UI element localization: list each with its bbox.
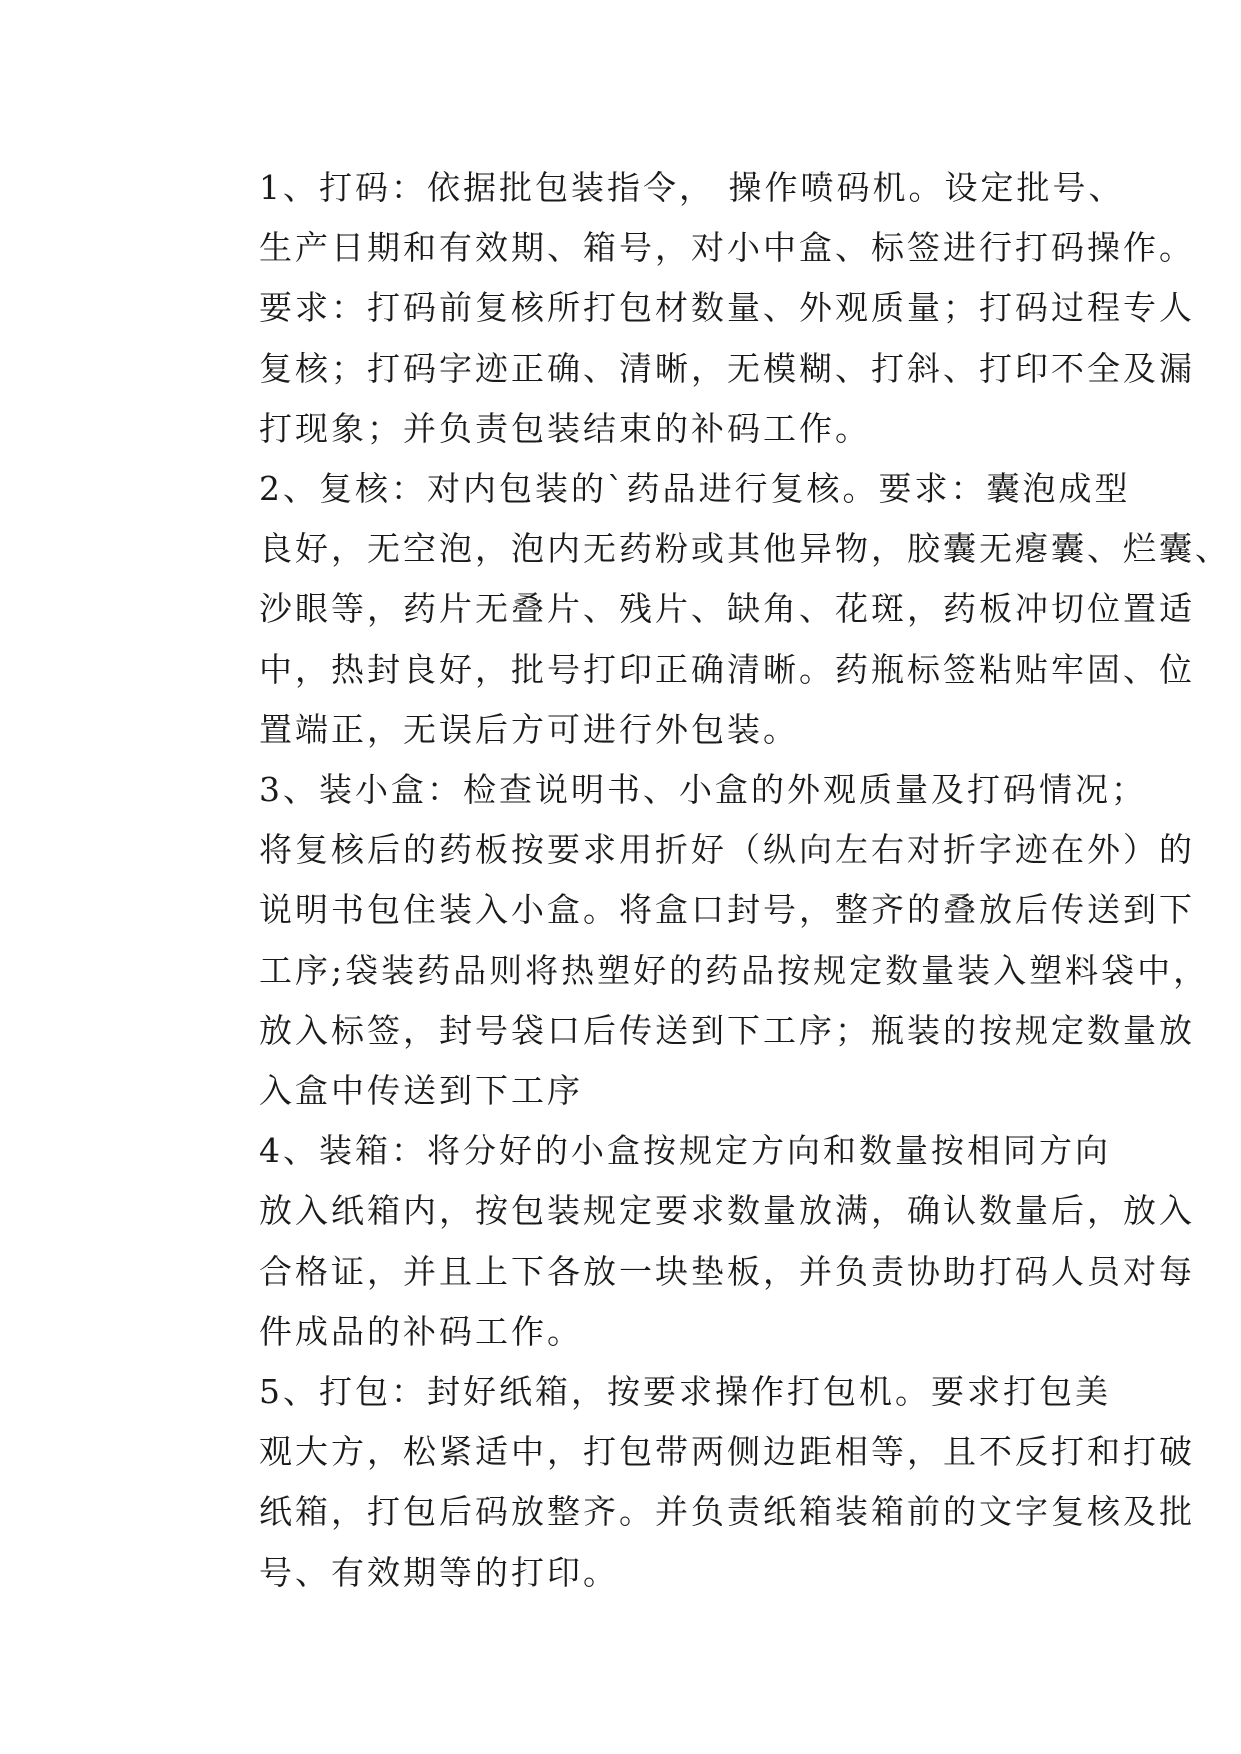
text-line: 号、有效期等的打印。 [259, 1552, 619, 1592]
paragraph-2-review [193, 459, 1231, 760]
text-line: 3、装小盒：检查说明书、小盒的外观质量及打码情况； [259, 770, 1147, 810]
text-line: 纸箱，打包后码放整齐。并负责纸箱装箱前的文字复核及批 [259, 1492, 1195, 1532]
text-line: 良好，无空泡，泡内无药粉或其他异物，胶囊无瘪囊、烂囊、 [259, 529, 1231, 569]
text-line: 合格证，并且上下各放一块垫板，并负责协助打码人员对每 [259, 1251, 1195, 1291]
text-line: 5、打包：封好纸箱，按要求操作打包机。要求打包美 [259, 1372, 1111, 1412]
text-line: 2、复核：对内包装的`药品进行复核。要求：囊泡成型 [259, 469, 1131, 509]
text-line: 打现象；并负责包装结束的补码工作。 [259, 408, 871, 448]
text-line: 4、装箱：将分好的小盒按规定方向和数量按相同方向 [259, 1131, 1111, 1171]
text-line: 1、打码：依据批包装指令， 操作喷码机。设定批号、 [259, 168, 1125, 207]
text-line: 生产日期和有效期、箱号，对小中盒、标签进行打码操作。 [259, 228, 1195, 268]
text-line: 沙眼等，药片无叠片、残片、缺角、花斑，药板冲切位置适 [259, 589, 1195, 629]
paragraph-4-boxing [193, 1121, 1195, 1362]
text-line: 中，热封良好，批号打印正确清晰。药瓶标签粘贴牢固、位 [259, 649, 1195, 689]
document-page [193, 158, 1231, 1603]
text-line: 说明书包住装入小盒。将盒口封号，整齐的叠放后传送到下 [259, 890, 1195, 930]
paragraph-3-small-box [193, 760, 1210, 1121]
text-line: 件成品的补码工作。 [259, 1311, 583, 1351]
paragraph-5-packing [193, 1362, 1195, 1603]
text-line: 放入标签，封号袋口后传送到下工序；瓶装的按规定数量放 [259, 1010, 1195, 1050]
text-line: 入盒中传送到下工序 [259, 1071, 583, 1111]
text-line: 放入纸箱内，按包装规定要求数量放满，确认数量后，放入 [259, 1191, 1195, 1231]
paragraph-1-printing [193, 158, 1195, 459]
text-line: 要求：打码前复核所打包材数量、外观质量；打码过程专人 [259, 288, 1195, 328]
text-line: 将复核后的药板按要求用折好（纵向左右对折字迹在外）的 [259, 830, 1195, 870]
text-line: 工序;袋装药品则将热塑好的药品按规定数量装入塑料袋中， [259, 950, 1210, 990]
text-line: 观大方，松紧适中，打包带两侧边距相等，且不反打和打破 [259, 1432, 1195, 1472]
text-line: 复核；打码字迹正确、清晰，无模糊、打斜、打印不全及漏 [259, 348, 1195, 388]
text-line: 置端正，无误后方可进行外包装。 [259, 709, 799, 749]
